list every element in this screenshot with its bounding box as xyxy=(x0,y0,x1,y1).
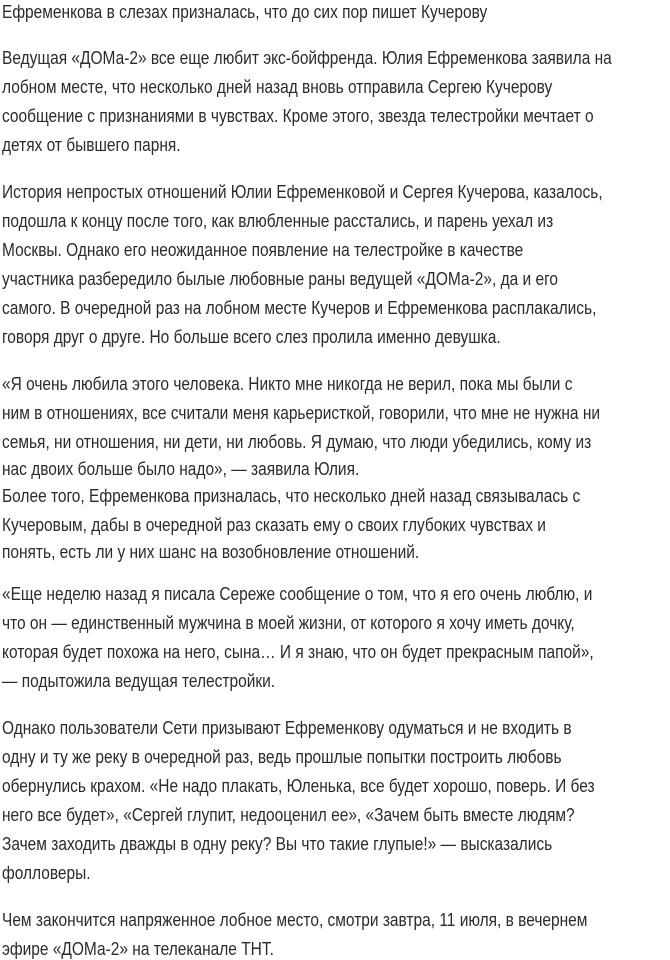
paragraph-line: понять, есть ли у них шанс на возобновление отношений. xyxy=(2,542,420,562)
paragraph-line: самого. В очередной раз на лобном месте Кучеров и Ефременкова расплакались, xyxy=(2,298,597,318)
paragraph-line: эфире «ДОМа-2» на телеканале ТНТ. xyxy=(2,939,274,959)
paragraph-line: Однако пользователи Сети призывают Ефременкову одуматься и не входить в xyxy=(2,718,572,738)
paragraph-line: «Я очень любила этого человека. Никто мне никогда не верил, пока мы были с xyxy=(2,374,573,394)
paragraph-line: одну и ту же реку в очередной раз, ведь прошлые попытки построить любовь xyxy=(2,747,562,767)
paragraph-line: «Еще неделю назад я писала Сереже сообщение о том, что я его очень люблю, и xyxy=(2,584,593,604)
paragraph-line: подошла к концу после того, как влюбленные расстались, и парень уехал из xyxy=(2,211,554,231)
paragraph-line: Зачем заходить дважды в одну реку? Вы что такие глупые!» — высказались xyxy=(2,834,553,854)
paragraph-line: участника разбередило былые любовные раны ведущей «ДОМа-2», да и его xyxy=(2,269,559,289)
paragraph-line: История непростых отношений Юлии Ефременковой и Сергея Кучерова, казалось, xyxy=(2,182,603,202)
paragraph-line: — подытожила ведущая телестройки. xyxy=(2,671,276,691)
paragraph-line: Более того, Ефременкова призналась, что несколько дней назад связывалась с xyxy=(2,486,581,506)
paragraph-line: Чем закончится напряженное лобное место, смотри завтра, 11 июля, в вечернем xyxy=(2,910,588,930)
article-title: Ефременкова в слезах призналась, что до сих пор пишет Кучерову xyxy=(2,2,488,22)
paragraph-line: фолловеры. xyxy=(2,863,91,883)
paragraph-line: детях от бывшего парня. xyxy=(2,135,181,155)
paragraph-line: Москвы. Однако его неожиданное появление на телестройке в качестве xyxy=(2,240,524,260)
paragraph-line: которая будет похожа на него, сына… И я знаю, что он будет прекрасным папой», xyxy=(2,642,594,662)
paragraph-line: Ведущая «ДОМа-2» все еще любит экс-бойфренда. Юлия Ефременкова заявила на xyxy=(2,48,612,68)
paragraph-line: Кучеровым, дабы в очередной раз сказать ему о своих глубоких чувствах и xyxy=(2,515,546,535)
paragraph-line: лобном месте, что несколько дней назад вновь отправила Сергею Кучерову xyxy=(2,77,553,97)
paragraph-line: него все будет», «Сергей глупит, недооценил ее», «Зачем быть вместе людям? xyxy=(2,805,575,825)
paragraph-line: говоря друг о друге. Но больше всего слез пролила именно девушка. xyxy=(2,327,501,347)
paragraph-line: обернулись крахом. «Не надо плакать, Юленька, все будет хорошо, поверь. И без xyxy=(2,776,595,796)
paragraph-line: что он — единственный мужчина в моей жизни, от которого я хочу иметь дочку, xyxy=(2,613,575,633)
paragraph-line: нас двоих больше было надо», — заявила Юлия. xyxy=(2,459,360,479)
paragraph-line: семья, ни отношения, ни дети, ни любовь. Я думаю, что люди убедились, кому из xyxy=(2,432,592,452)
paragraph-line: ним в отношениях, все считали меня карьеристкой, говорили, что мне не нужна ни xyxy=(2,403,601,423)
paragraph-line: сообщение с признаниями в чувствах. Кроме этого, звезда телестройки мечтает о xyxy=(2,106,594,126)
